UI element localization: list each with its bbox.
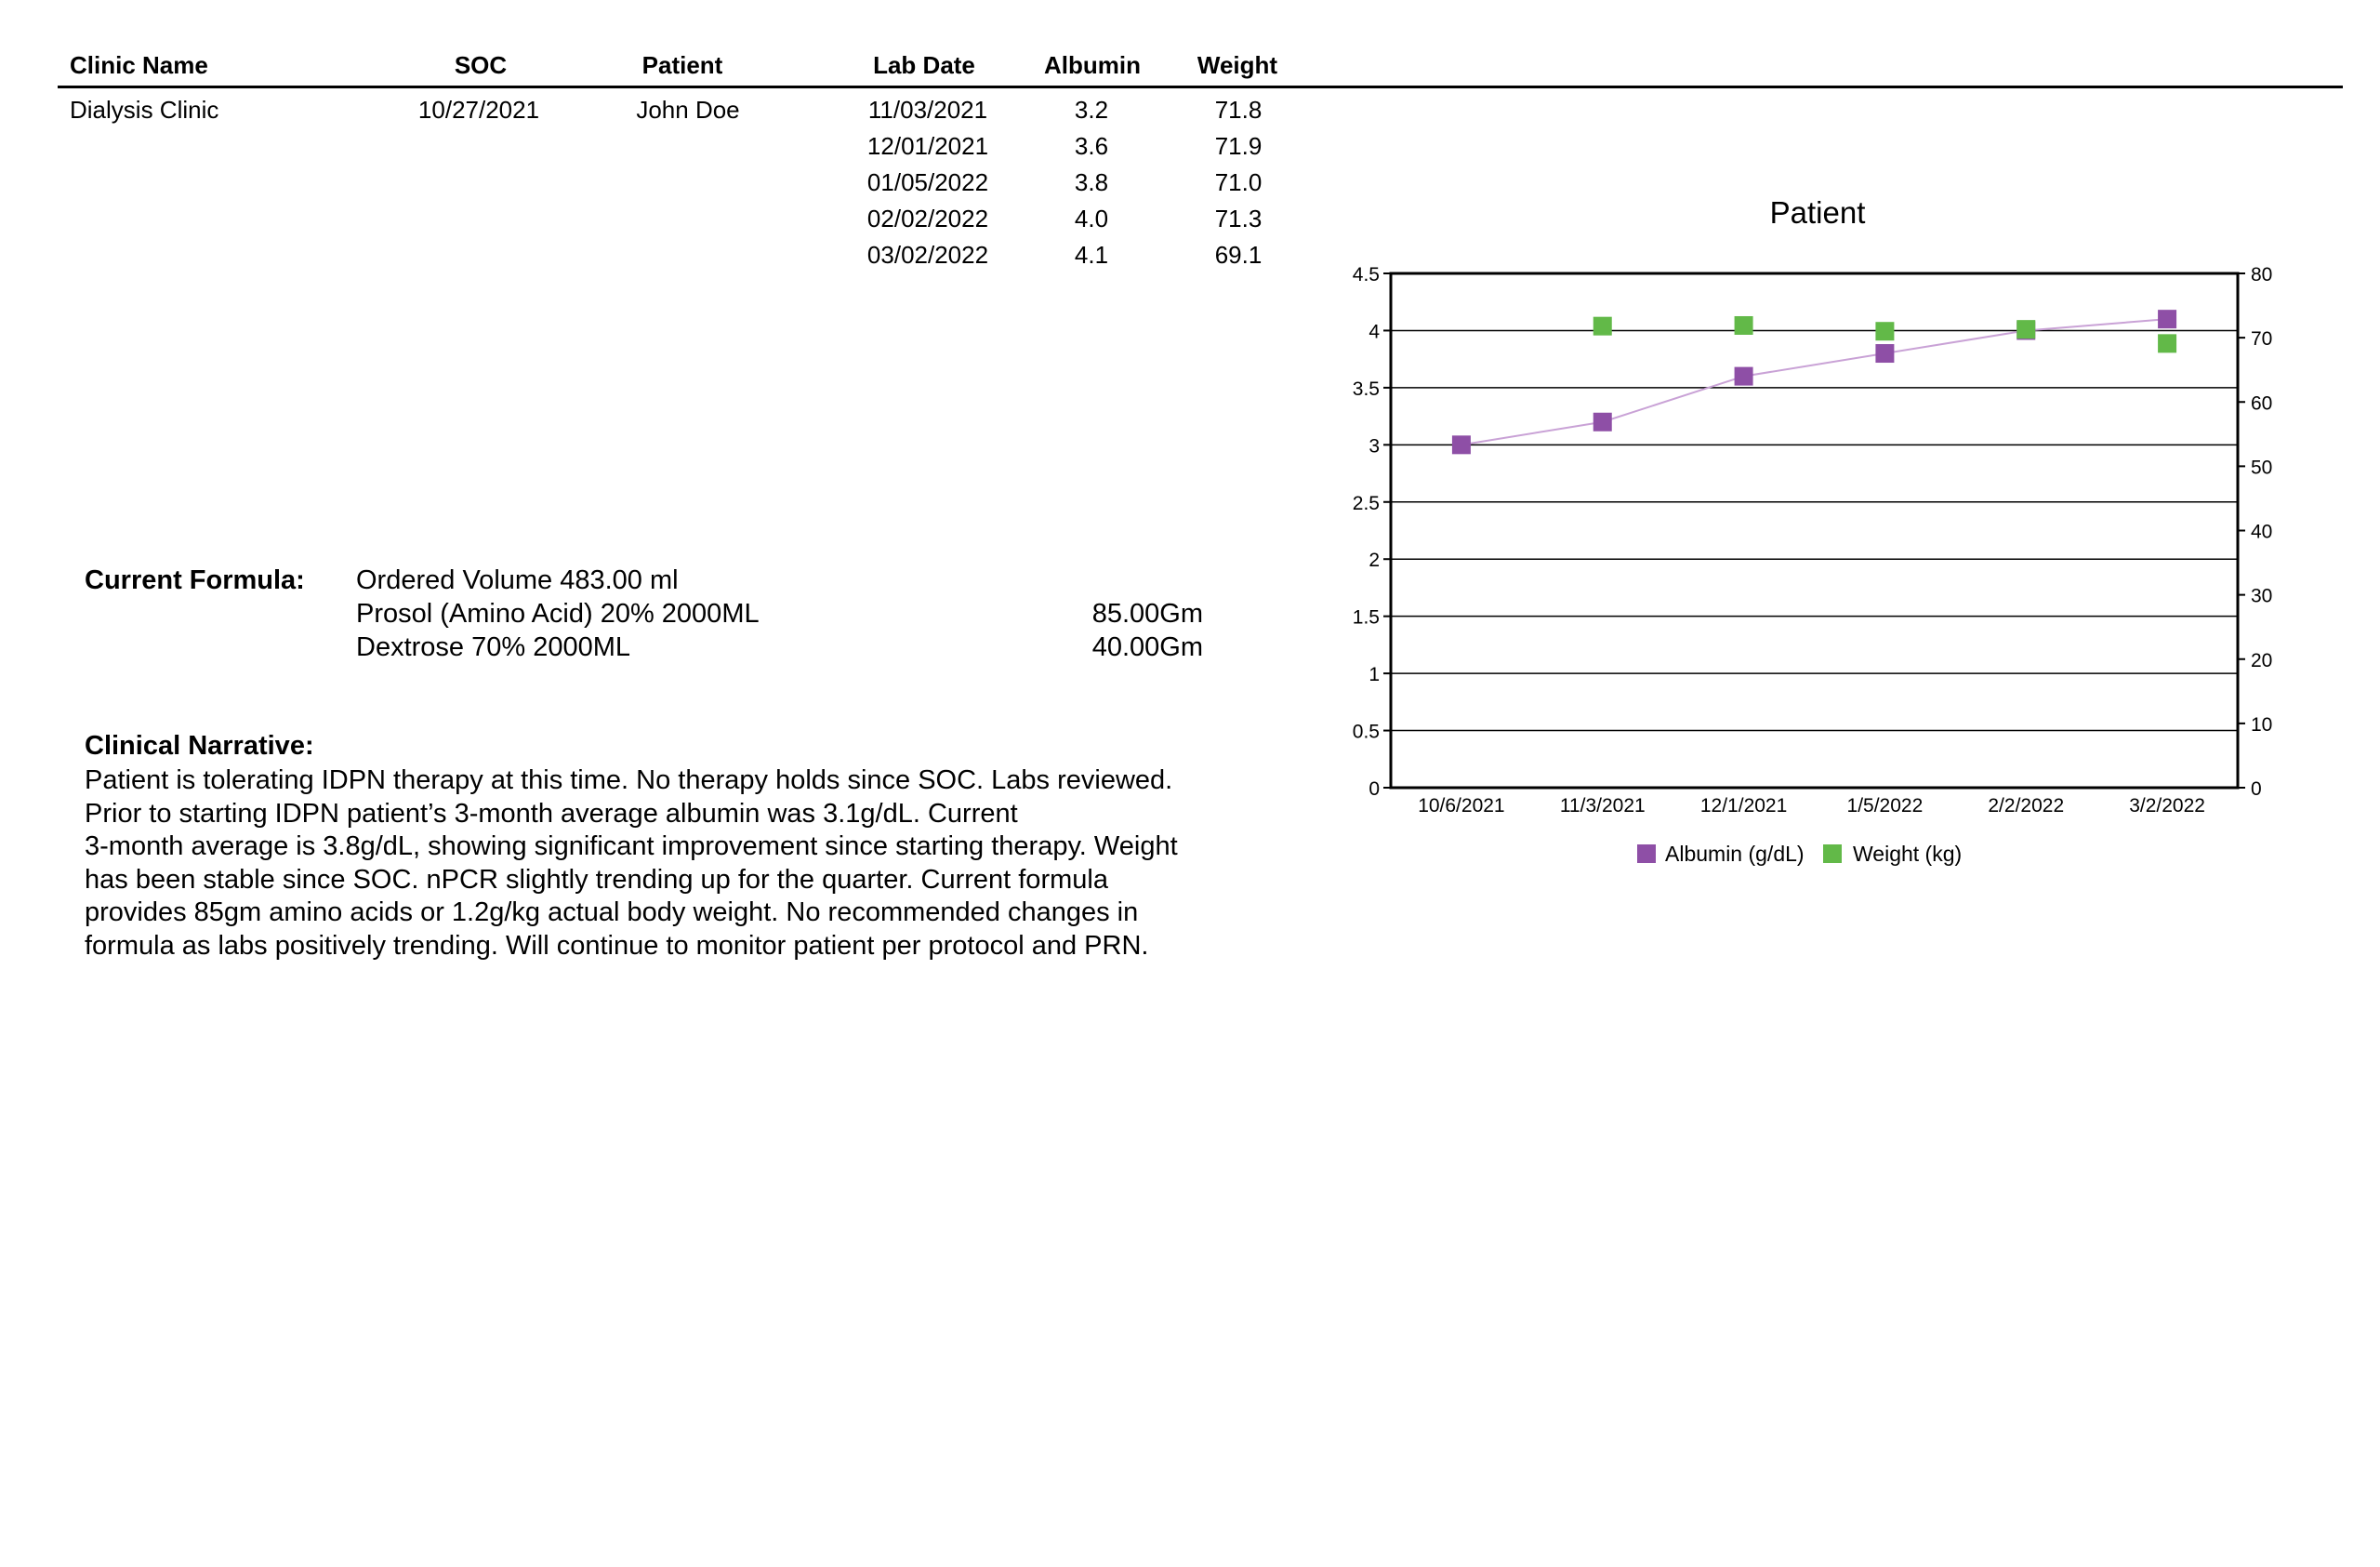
- left-tick-label: 4.5: [1352, 264, 1380, 286]
- right-tick-label: 50: [2251, 457, 2273, 479]
- weight-point: [1593, 317, 1612, 336]
- right-tick-label: 40: [2251, 521, 2273, 543]
- series-lines: [1461, 319, 2167, 445]
- clinical-narrative-label: Clinical Narrative:: [85, 731, 314, 761]
- weight-point: [1735, 316, 1753, 335]
- clinic-name-value: Dialysis Clinic: [70, 96, 219, 124]
- x-tick-label: 3/2/2022: [2129, 795, 2205, 817]
- x-tick-label: 10/6/2021: [1418, 795, 1505, 817]
- narrative-line: Patient is tolerating IDPN therapy at this time. No therapy holds since SOC. Labs reviewed.: [85, 765, 1173, 795]
- chart-marks: [1452, 310, 2176, 454]
- right-tick-label: 80: [2251, 264, 2273, 286]
- left-tick-label: 0.5: [1352, 721, 1380, 743]
- left-tick-label: 1: [1368, 664, 1380, 686]
- right-tick-label: 20: [2251, 649, 2273, 671]
- left-axis-ticks: [1353, 264, 1391, 800]
- albumin-cell: 4.1: [1074, 241, 1109, 269]
- header-patient: Patient: [641, 51, 723, 79]
- albumin-cell: 3.2: [1074, 96, 1109, 124]
- lab-date-cell: 01/05/2022: [866, 168, 989, 196]
- series-line: [1461, 319, 2167, 445]
- albumin-cell: 4.0: [1074, 205, 1109, 232]
- formula-amount: 40.00Gm: [1091, 632, 1203, 662]
- albumin-point: [1875, 344, 1894, 363]
- left-tick-label: 0: [1368, 778, 1380, 800]
- weight-cell: 71.3: [1214, 205, 1263, 232]
- left-tick-label: 3.5: [1352, 378, 1380, 400]
- chart-gridlines: [1391, 273, 2238, 788]
- lab-date-cell: 11/03/2021: [867, 96, 988, 124]
- right-tick-label: 60: [2251, 392, 2273, 415]
- legend-swatch-albumin: [1637, 844, 1656, 863]
- current-formula-label: Current Formula:: [85, 565, 305, 595]
- patient-value: John Doe: [636, 96, 740, 124]
- narrative-line: Prior to starting IDPN patient’s 3-month average albumin was 3.1g/dL. Current: [85, 798, 1018, 829]
- legend-swatch-weight: [1823, 844, 1842, 863]
- weight-cell: 71.0: [1214, 168, 1263, 196]
- chart-legend: [1637, 842, 1962, 866]
- left-tick-label: 3: [1368, 435, 1380, 458]
- left-tick-label: 4: [1368, 321, 1380, 343]
- x-axis-ticks: [1418, 795, 2205, 817]
- left-tick-label: 1.5: [1352, 606, 1380, 629]
- narrative-line: has been stable since SOC. nPCR slightly trending up for the quarter. Current formula: [85, 864, 1108, 895]
- lab-date-cell: 02/02/2022: [866, 205, 989, 232]
- clinical-narrative-text: [85, 764, 1321, 963]
- weight-cell: 71.8: [1214, 96, 1263, 124]
- right-axis-ticks: [2238, 264, 2272, 800]
- formula-amount: 85.00Gm: [1091, 599, 1203, 629]
- x-tick-label: 2/2/2022: [1988, 795, 2065, 817]
- x-tick-label: 1/5/2022: [1846, 795, 1924, 817]
- formula-line: Prosol (Amino Acid) 20% 2000ML: [356, 599, 760, 629]
- header-albumin: Albumin: [1044, 51, 1141, 79]
- albumin-cell: 3.8: [1074, 168, 1109, 196]
- weight-point: [2016, 320, 2035, 339]
- narrative-line: formula as labs positively trending. Will continue to monitor patient per protocol and PRN.: [85, 930, 1149, 961]
- left-tick-label: 2.5: [1352, 492, 1380, 514]
- right-tick-label: 70: [2251, 328, 2273, 351]
- weight-cell: 69.1: [1214, 241, 1263, 269]
- narrative-line: provides 85gm amino acids or 1.2g/kg actual body weight. No recommended changes in: [85, 897, 1139, 927]
- albumin-point: [2158, 310, 2176, 328]
- header-clinic-name: Clinic Name: [70, 51, 208, 79]
- albumin-cell: 3.6: [1074, 132, 1109, 160]
- albumin-point: [1735, 367, 1753, 386]
- chart-title: Patient: [1769, 195, 1866, 230]
- legend-label-albumin: Albumin (g/dL): [1665, 842, 1805, 866]
- x-tick-label: 11/3/2021: [1559, 795, 1646, 817]
- header-lab-date: Lab Date: [873, 51, 975, 79]
- header-soc: SOC: [454, 51, 508, 79]
- albumin-point: [1593, 413, 1612, 432]
- weight-point: [2158, 334, 2176, 352]
- soc-value: 10/27/2021: [417, 96, 540, 124]
- lab-date-cell: 12/01/2021: [866, 132, 989, 160]
- plot-frame: [1391, 273, 2238, 788]
- patient-chart: [1320, 181, 2306, 907]
- left-tick-label: 2: [1368, 550, 1380, 572]
- lab-date-cell: 03/02/2022: [866, 241, 989, 269]
- x-tick-label: 12/1/2021: [1699, 795, 1788, 817]
- header-weight: Weight: [1197, 51, 1278, 79]
- narrative-line: 3-month average is 3.8g/dL, showing significant improvement since starting therapy. Weight: [85, 831, 1178, 861]
- right-tick-label: 10: [2251, 713, 2273, 736]
- weight-point: [1875, 322, 1894, 340]
- formula-line: Ordered Volume 483.00 ml: [356, 565, 679, 595]
- right-tick-label: 30: [2251, 585, 2273, 607]
- albumin-point: [1452, 435, 1471, 454]
- legend-label-weight: Weight (kg): [1853, 842, 1963, 866]
- formula-line: Dextrose 70% 2000ML: [356, 632, 630, 662]
- weight-cell: 71.9: [1214, 132, 1263, 160]
- right-tick-label: 0: [2251, 778, 2262, 800]
- header-divider: [58, 86, 2343, 88]
